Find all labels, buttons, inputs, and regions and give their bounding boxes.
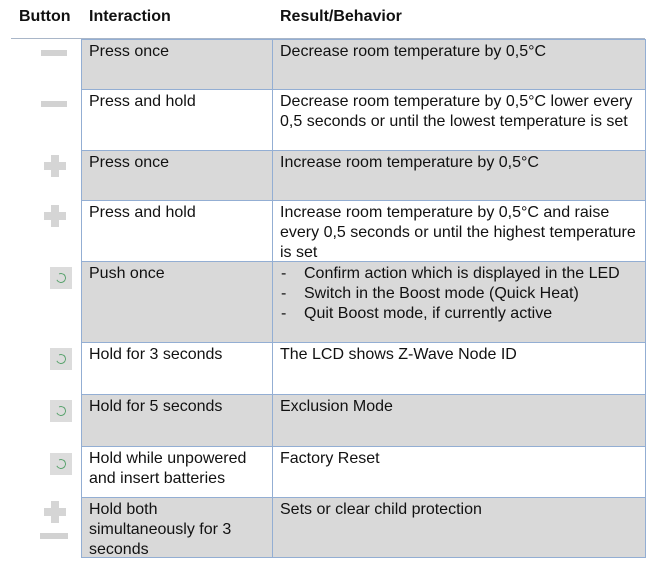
table-row [0, 447, 652, 498]
plus-icon [44, 155, 66, 177]
table-row [0, 498, 652, 558]
result-cell: Decrease room temperature by 0,5°C lower every 0,5 seconds or until the lowest temperature is set [272, 90, 646, 151]
button-cell [0, 201, 81, 262]
result-list-item: - Quit Boost mode, if currently active [280, 304, 638, 324]
button-cell [0, 447, 81, 498]
interaction-cell: Press once [81, 39, 273, 90]
table-row [0, 151, 652, 201]
ok-button-icon [50, 400, 72, 422]
ok-button-icon [50, 267, 72, 289]
interaction-cell: Hold for 5 seconds [81, 395, 273, 447]
header-button: Button [19, 8, 71, 25]
button-cell [0, 151, 81, 201]
minus-icon [41, 101, 67, 107]
result-list [280, 264, 638, 324]
table-row [0, 39, 652, 90]
minus-icon [41, 50, 67, 56]
button-cell [0, 395, 81, 447]
result-cell: Sets or clear child protection [272, 498, 646, 558]
button-cell [0, 39, 81, 90]
interaction-cell: Hold while unpowered and insert batteries [81, 447, 273, 498]
interaction-cell: Press and hold [81, 201, 273, 262]
plus-icon [44, 501, 66, 523]
result-cell [272, 262, 646, 343]
button-cell [0, 262, 81, 343]
header-result: Result/Behavior [280, 8, 402, 25]
button-cell [0, 498, 81, 558]
result-cell: Exclusion Mode [272, 395, 646, 447]
ok-button-icon [50, 348, 72, 370]
ok-button-icon [50, 453, 72, 475]
table-row [0, 201, 652, 262]
header-interaction: Interaction [89, 8, 171, 25]
table-row [0, 90, 652, 151]
table-row [0, 343, 652, 395]
result-list-item: - Switch in the Boost mode (Quick Heat) [280, 284, 638, 304]
result-cell: Increase room temperature by 0,5°C [272, 151, 646, 201]
interaction-cell: Press once [81, 151, 273, 201]
result-cell: Decrease room temperature by 0,5°C [272, 39, 646, 90]
plus-icon [44, 205, 66, 227]
interaction-cell: Hold for 3 seconds [81, 343, 273, 395]
button-cell [0, 90, 81, 151]
result-cell: Increase room temperature by 0,5°C and raise every 0,5 seconds or until the highest temperature is set [272, 201, 646, 262]
result-cell: The LCD shows Z-Wave Node ID [272, 343, 646, 395]
interaction-cell: Hold both simultaneously for 3 seconds [81, 498, 273, 558]
result-cell: Factory Reset [272, 447, 646, 498]
interaction-cell: Push once [81, 262, 273, 343]
minus-icon [40, 533, 68, 539]
table-row [0, 262, 652, 343]
interaction-cell: Press and hold [81, 90, 273, 151]
table-row [0, 395, 652, 447]
result-list-item: - Confirm action which is displayed in the LED [280, 264, 638, 284]
button-cell [0, 343, 81, 395]
table-header [0, 0, 652, 38]
